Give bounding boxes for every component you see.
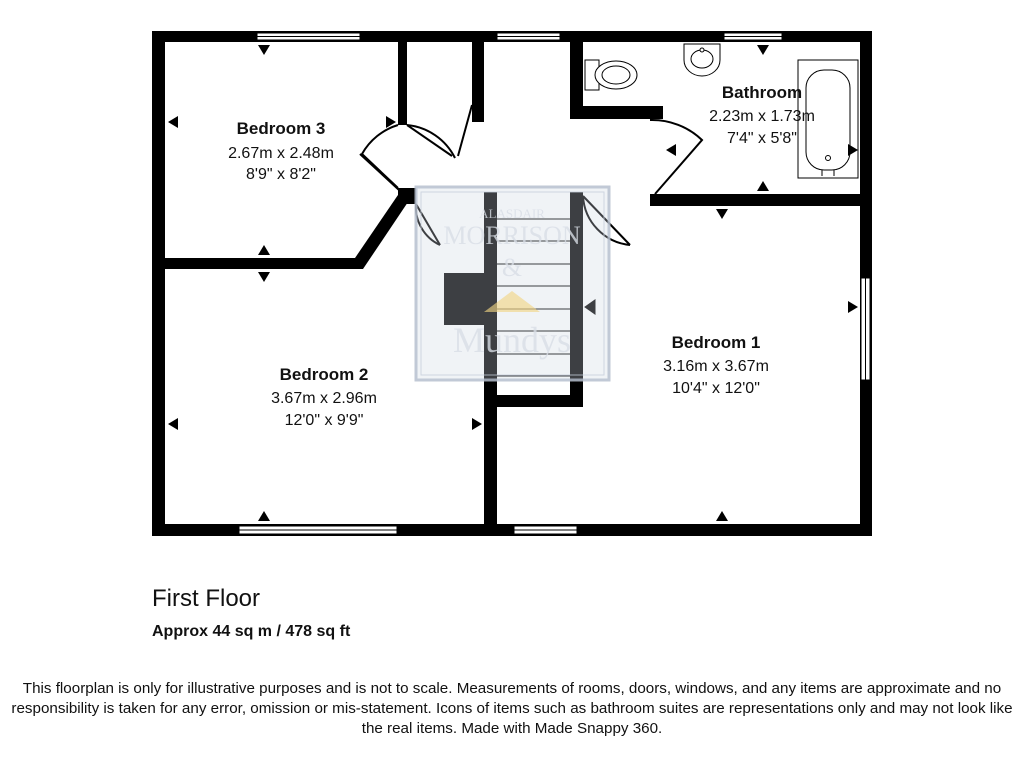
room-name: Bedroom 1 xyxy=(671,333,761,352)
room-imperial: 8'9" x 8'2" xyxy=(246,166,316,183)
watermark-logo xyxy=(416,187,609,380)
room-bedroom-3 xyxy=(228,119,334,183)
room-bedroom-1 xyxy=(663,333,769,397)
disclaimer-text: This floorplan is only for illustrative purposes and is not to scale. Measurements of rooms, doors, windows, and any items are approximate and no responsibility is taken for any error, omission or mis-statement. Icons of items such as bathroom suites are representations only and may not look like the real items. Made with Made Snappy 360. xyxy=(11,680,1013,737)
room-metric: 3.16m x 3.67m xyxy=(663,358,769,375)
room-imperial: 12'0" x 9'9" xyxy=(284,412,364,429)
room-name: Bedroom 3 xyxy=(236,119,326,138)
watermark-line2: MORRISON xyxy=(443,221,581,250)
watermark-line3: Mundys xyxy=(452,320,572,360)
room-name: Bedroom 2 xyxy=(279,365,369,384)
room-name: Bathroom xyxy=(721,83,803,102)
floor-title: First Floor xyxy=(152,585,260,612)
watermark-amp: & xyxy=(501,253,523,282)
room-imperial: 7'4" x 5'8" xyxy=(727,130,797,147)
room-metric: 2.23m x 1.73m xyxy=(709,108,815,125)
sink-icon xyxy=(684,44,720,76)
floor-area: Approx 44 sq m / 478 sq ft xyxy=(152,623,351,640)
watermark-line1: ALASDAIR xyxy=(479,206,545,221)
toilet-icon xyxy=(585,60,637,90)
room-imperial: 10'4" x 12'0" xyxy=(672,380,760,397)
room-metric: 3.67m x 2.96m xyxy=(271,390,377,407)
room-bedroom-2 xyxy=(271,365,377,429)
room-metric: 2.67m x 2.48m xyxy=(228,145,334,162)
